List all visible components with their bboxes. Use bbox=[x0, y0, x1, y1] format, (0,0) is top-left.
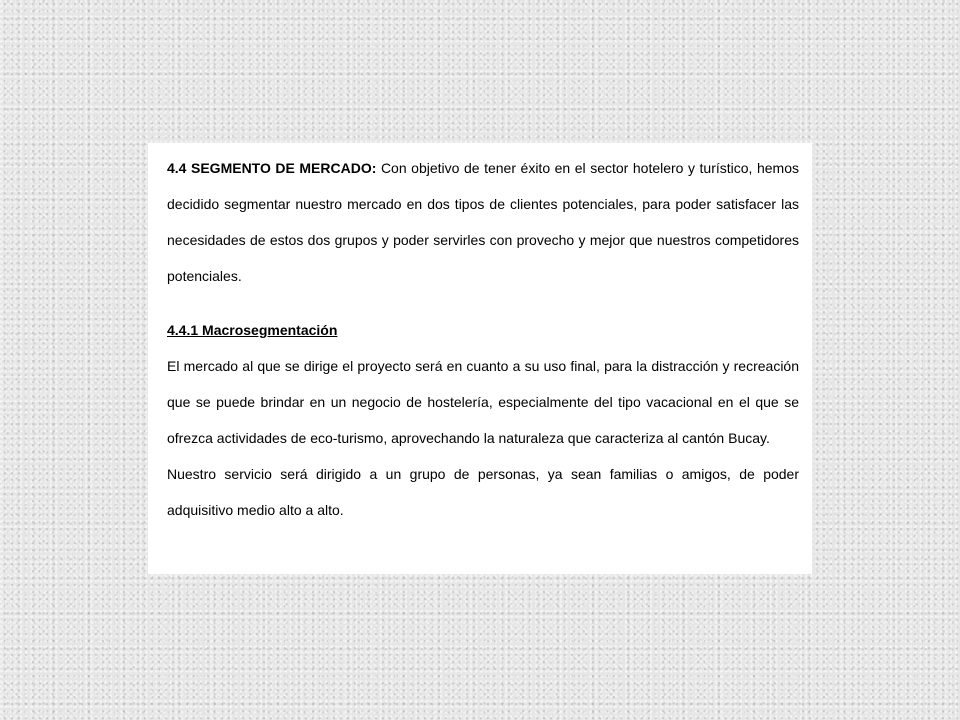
subsection-heading: 4.4.1 Macrosegmentación bbox=[167, 322, 338, 338]
macrosegmentation-paragraph-1: El mercado al que se dirige el proyecto será en cuanto a su uso final, para la distracción y recreación que se puede brindar en un negocio de hostelería, especialmente del tipo vacacional en el que se ofrezca actividades de eco-turismo, aprovechando la naturaleza que caracteriza al cantón Bucay. bbox=[167, 358, 799, 446]
document-panel bbox=[148, 143, 812, 574]
macrosegmentation-paragraph-2: Nuestro servicio será dirigido a un grupo de personas, ya sean familias o amigos, de poder adquisitivo medio alto a alto. bbox=[167, 466, 799, 518]
section-heading: 4.4 SEGMENTO DE MERCADO: bbox=[167, 160, 377, 176]
section-paragraph bbox=[167, 150, 799, 294]
section-intro-text: Con objetivo de tener éxito en el sector hotelero y turístico, hemos decidido segmentar nuestro mercado en dos tipos de clientes potenciales, para poder satisfacer las necesidades de estos dos grupos y poder servirles con provecho y mejor que nuestros competidores potenciales. bbox=[167, 160, 800, 284]
